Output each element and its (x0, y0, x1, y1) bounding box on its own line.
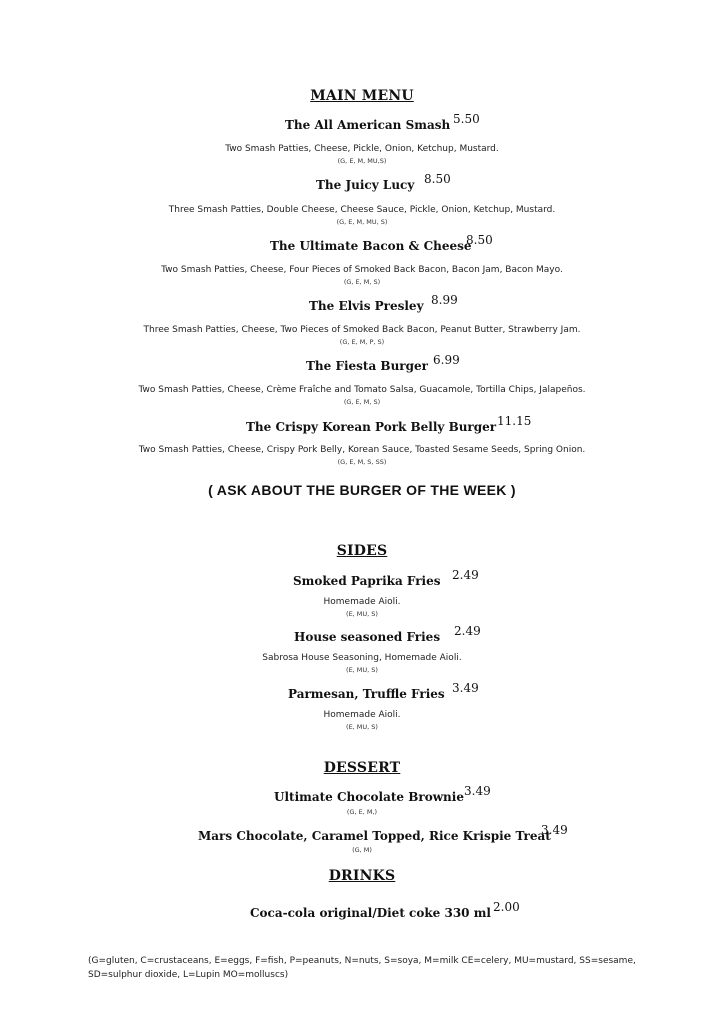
item-allergens: (G, E, M, S, SS) (337, 458, 387, 466)
item-name: The Ultimate Bacon & Cheese (270, 239, 472, 253)
item-price: 6.99 (433, 353, 460, 367)
drinks-heading: DRINKS (328, 868, 396, 884)
item-price: 5.50 (453, 112, 480, 126)
menu-item-crispy-korean-pork-belly (0, 414, 724, 440)
item-name: Coca-cola original/Diet coke 330 ml (250, 906, 491, 920)
item-allergens: (G, M) (352, 846, 372, 854)
item-description: Two Smash Patties, Cheese, Crispy Pork Belly, Korean Sauce, Toasted Sesame Seeds, Spring Onion. (138, 445, 586, 455)
item-allergens: (G, E, M, MU,S) (337, 157, 387, 165)
item-description: Two Smash Patties, Cheese, Pickle, Onion, Ketchup, Mustard. (225, 144, 499, 154)
item-allergens: (G, E, M,) (346, 808, 378, 816)
item-price: 11.15 (497, 414, 532, 428)
item-description: Homemade Aioli. (323, 710, 401, 720)
item-description: Two Smash Patties, Cheese, Crème Fraîche and Tomato Salsa, Guacamole, Tortilla Chips, Jalapeños. (138, 385, 586, 395)
item-description: Homemade Aioli. (323, 597, 401, 607)
item-allergens: (G, E, M, S) (343, 278, 381, 286)
item-name: Parmesan, Truffle Fries (288, 687, 445, 701)
item-allergens: (G, E, M, MU, S) (336, 218, 388, 226)
item-description: Three Smash Patties, Cheese, Two Pieces of Smoked Back Bacon, Peanut Butter, Strawberry Jam. (143, 325, 581, 335)
item-name: The Fiesta Burger (306, 359, 428, 373)
item-price: 2.49 (454, 624, 481, 638)
item-name: Smoked Paprika Fries (293, 574, 441, 588)
item-price: 3.49 (464, 784, 491, 798)
legend-line-2: SD=sulphur dioxide, L=Lupin MO=molluscs) (88, 970, 289, 980)
menu-item-elvis-presley (0, 293, 724, 319)
item-name: Mars Chocolate, Caramel Topped, Rice Krispie Treat (198, 829, 551, 843)
item-allergens: (E, MU, S) (346, 610, 378, 618)
sides-heading: SIDES (336, 543, 388, 559)
burger-of-the-week-note: ( ASK ABOUT THE BURGER OF THE WEEK ) (208, 482, 516, 498)
item-price: 8.50 (466, 233, 493, 247)
item-price: 3.49 (452, 681, 479, 695)
item-allergens: (E, MU, S) (346, 666, 378, 674)
menu-item-ultimate-bacon-cheese (0, 233, 724, 259)
menu-item-all-american-smash (0, 112, 724, 138)
item-allergens: (G, E, M, S) (343, 398, 381, 406)
item-price: 2.49 (452, 568, 479, 582)
item-name: House seasoned Fries (294, 630, 441, 644)
item-allergens: (G, E, M, P, S) (339, 338, 385, 346)
allergen-legend (88, 954, 648, 982)
side-item-house-seasoned-fries (0, 624, 724, 650)
side-item-parmesan-truffle-fries (0, 681, 724, 707)
dessert-heading: DESSERT (323, 760, 401, 776)
item-allergens: (E, MU, S) (346, 723, 378, 731)
item-description: Three Smash Patties, Double Cheese, Cheese Sauce, Pickle, Onion, Ketchup, Mustard. (168, 205, 556, 215)
legend-line-1: (G=gluten, C=crustaceans, E=eggs, F=fish, P=peanuts, N=nuts, S=soya, M=milk CE=celery, MU=mustard, SS=sesame, (88, 956, 636, 966)
item-name: Ultimate Chocolate Brownie (274, 790, 464, 804)
item-description: Two Smash Patties, Cheese, Four Pieces of Smoked Back Bacon, Bacon Jam, Bacon Mayo. (161, 265, 563, 275)
main-menu-heading: MAIN MENU (310, 88, 414, 104)
menu-item-juicy-lucy (0, 172, 724, 198)
menu-item-fiesta-burger (0, 353, 724, 379)
item-name: The All American Smash (285, 118, 451, 132)
item-description: Sabrosa House Seasoning, Homemade Aioli. (262, 653, 462, 663)
item-price: 8.50 (424, 172, 451, 186)
item-name: The Elvis Presley (309, 299, 424, 313)
item-name: The Crispy Korean Pork Belly Burger (246, 420, 497, 434)
item-price: 2.00 (493, 900, 520, 914)
item-name: The Juicy Lucy (316, 178, 415, 192)
item-price: 8.99 (431, 293, 458, 307)
dessert-item-chocolate-brownie (0, 784, 724, 810)
side-item-smoked-paprika-fries (0, 568, 724, 594)
item-price: 3.49 (541, 823, 568, 837)
drink-item-coca-cola (0, 900, 724, 926)
